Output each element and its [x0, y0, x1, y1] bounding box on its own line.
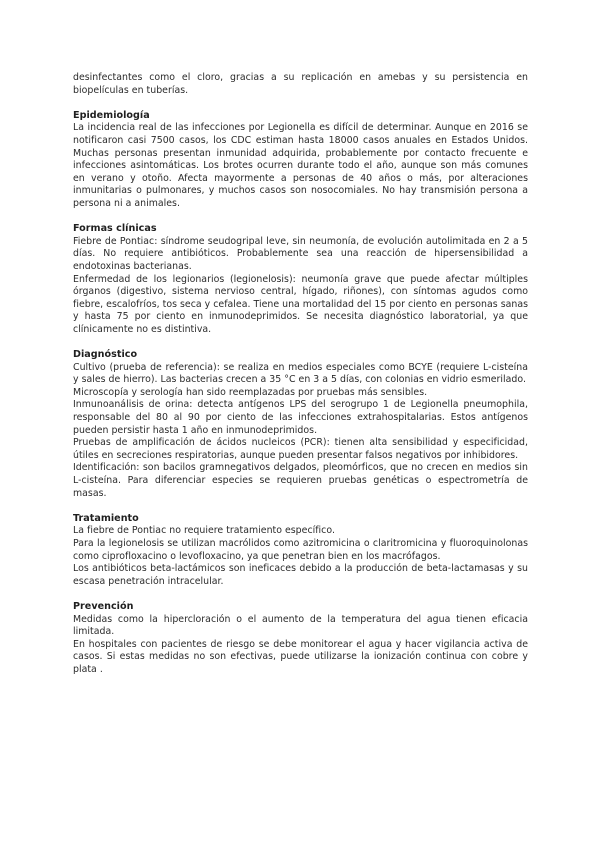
paragraph: Medidas como la hipercloración o el aumento de la temperatura del agua tienen eficacia limitada. [73, 613, 528, 638]
paragraph: Fiebre de Pontiac: síndrome seudogripal leve, sin neumonía, de evolución autolimitada en 2 a 5 días. No requiere antibióticos. Probablemente sea una reacción de hipersensibilidad a endotoxinas bacterianas. [73, 235, 528, 272]
paragraph: Inmunoanálisis de orina: detecta antígenos LPS del serogrupo 1 de Legionella pneumophila, responsable del 80 al 90 por ciento de las infecciones extrahospitalarias. Estos antígenos pueden persistir hasta 1 año en inmunodeprimidos. [73, 399, 528, 436]
section-formas-clinicas [73, 223, 528, 336]
paragraph: La fiebre de Pontiac no requiere tratamiento específico. [73, 525, 335, 537]
section-epidemiologia [73, 110, 528, 211]
paragraph: Microscopía y serología han sido reemplazadas por pruebas más sensibles. [73, 386, 428, 398]
section-heading: Tratamiento [73, 512, 139, 524]
paragraph: Enfermedad de los legionarios (legionelosis): neumonía grave que puede afectar múltiples órganos (digestivo, sistema nervioso central, hígado, riñones), con síntomas agudos como fiebre, escalofríos, tos seca y cefalea. Tiene una mortalidad del 15 por ciento en personas sanas y hasta 75 por ciento en inmunodeprimidos. Se necesita diagnóstico laboratorial, ya que clínicamente no es distintiva. [73, 273, 528, 335]
paragraph: Identificación: son bacilos gramnegativos delgados, pleomórficos, que no crecen en medios sin L-cisteína. Para diferenciar especies se requieren pruebas genéticas o espectrometría de masas. [73, 462, 528, 499]
intro-paragraph: desinfectantes como el cloro, gracias a su replicación en amebas y su persistencia en biopelículas en tuberías. [73, 72, 528, 96]
paragraph: Pruebas de amplificación de ácidos nucleicos (PCR): tienen alta sensibilidad y especificidad, útiles en secreciones respiratorias, aunque pueden presentar falsos negativos por inhibidores. [73, 437, 528, 461]
section-heading: Prevención [73, 600, 134, 612]
paragraph: La incidencia real de las infecciones por Legionella es difícil de determinar. Aunque en 2016 se notificaron casi 7500 casos, los CDC estiman hasta 18000 casos anuales en Estados Unidos. Muchas personas presentan inmunidad adquirida, probablemente por contacto frecuente e infecciones asintomáticas. Los brotes ocurren durante todo el año, aunque son más comunes en verano y otoño. Afecta mayormente a personas de 40 años o más, por alteraciones inmunitarias o pulmonares, y muchos casos son nosocomiales. No hay transmisión persona a persona ni a animales. [73, 122, 528, 209]
section-diagnostico [73, 349, 528, 500]
document-page [73, 72, 528, 677]
paragraph: Cultivo (prueba de referencia): se realiza en medios especiales como BCYE (requiere L-cisteína y sales de hierro). Las bacterias crecen a 35 °C en 3 a 5 días, con colonias en vidrio esmerilado. [73, 361, 528, 386]
section-prevencion [73, 601, 528, 677]
section-heading: Formas clínicas [73, 223, 157, 235]
section-heading: Epidemiología [73, 109, 150, 121]
section-heading: Diagnóstico [73, 349, 138, 361]
paragraph: Para la legionelosis se utilizan macrólidos como azitromicina o claritromicina y fluoroquinolonas como ciprofloxacino o levofloxacino, ya que penetran bien en los macrófagos. [73, 537, 528, 562]
paragraph: En hospitales con pacientes de riesgo se debe monitorear el agua y hacer vigilancia activa de casos. Si estas medidas no son efectivas, puede utilizarse la ionización continua con cobre y plata . [73, 638, 528, 675]
paragraph: Los antibióticos beta-lactámicos son ineficaces debido a la producción de beta-lactamasas y su escasa penetración intracelular. [73, 563, 528, 587]
section-tratamiento [73, 513, 528, 589]
